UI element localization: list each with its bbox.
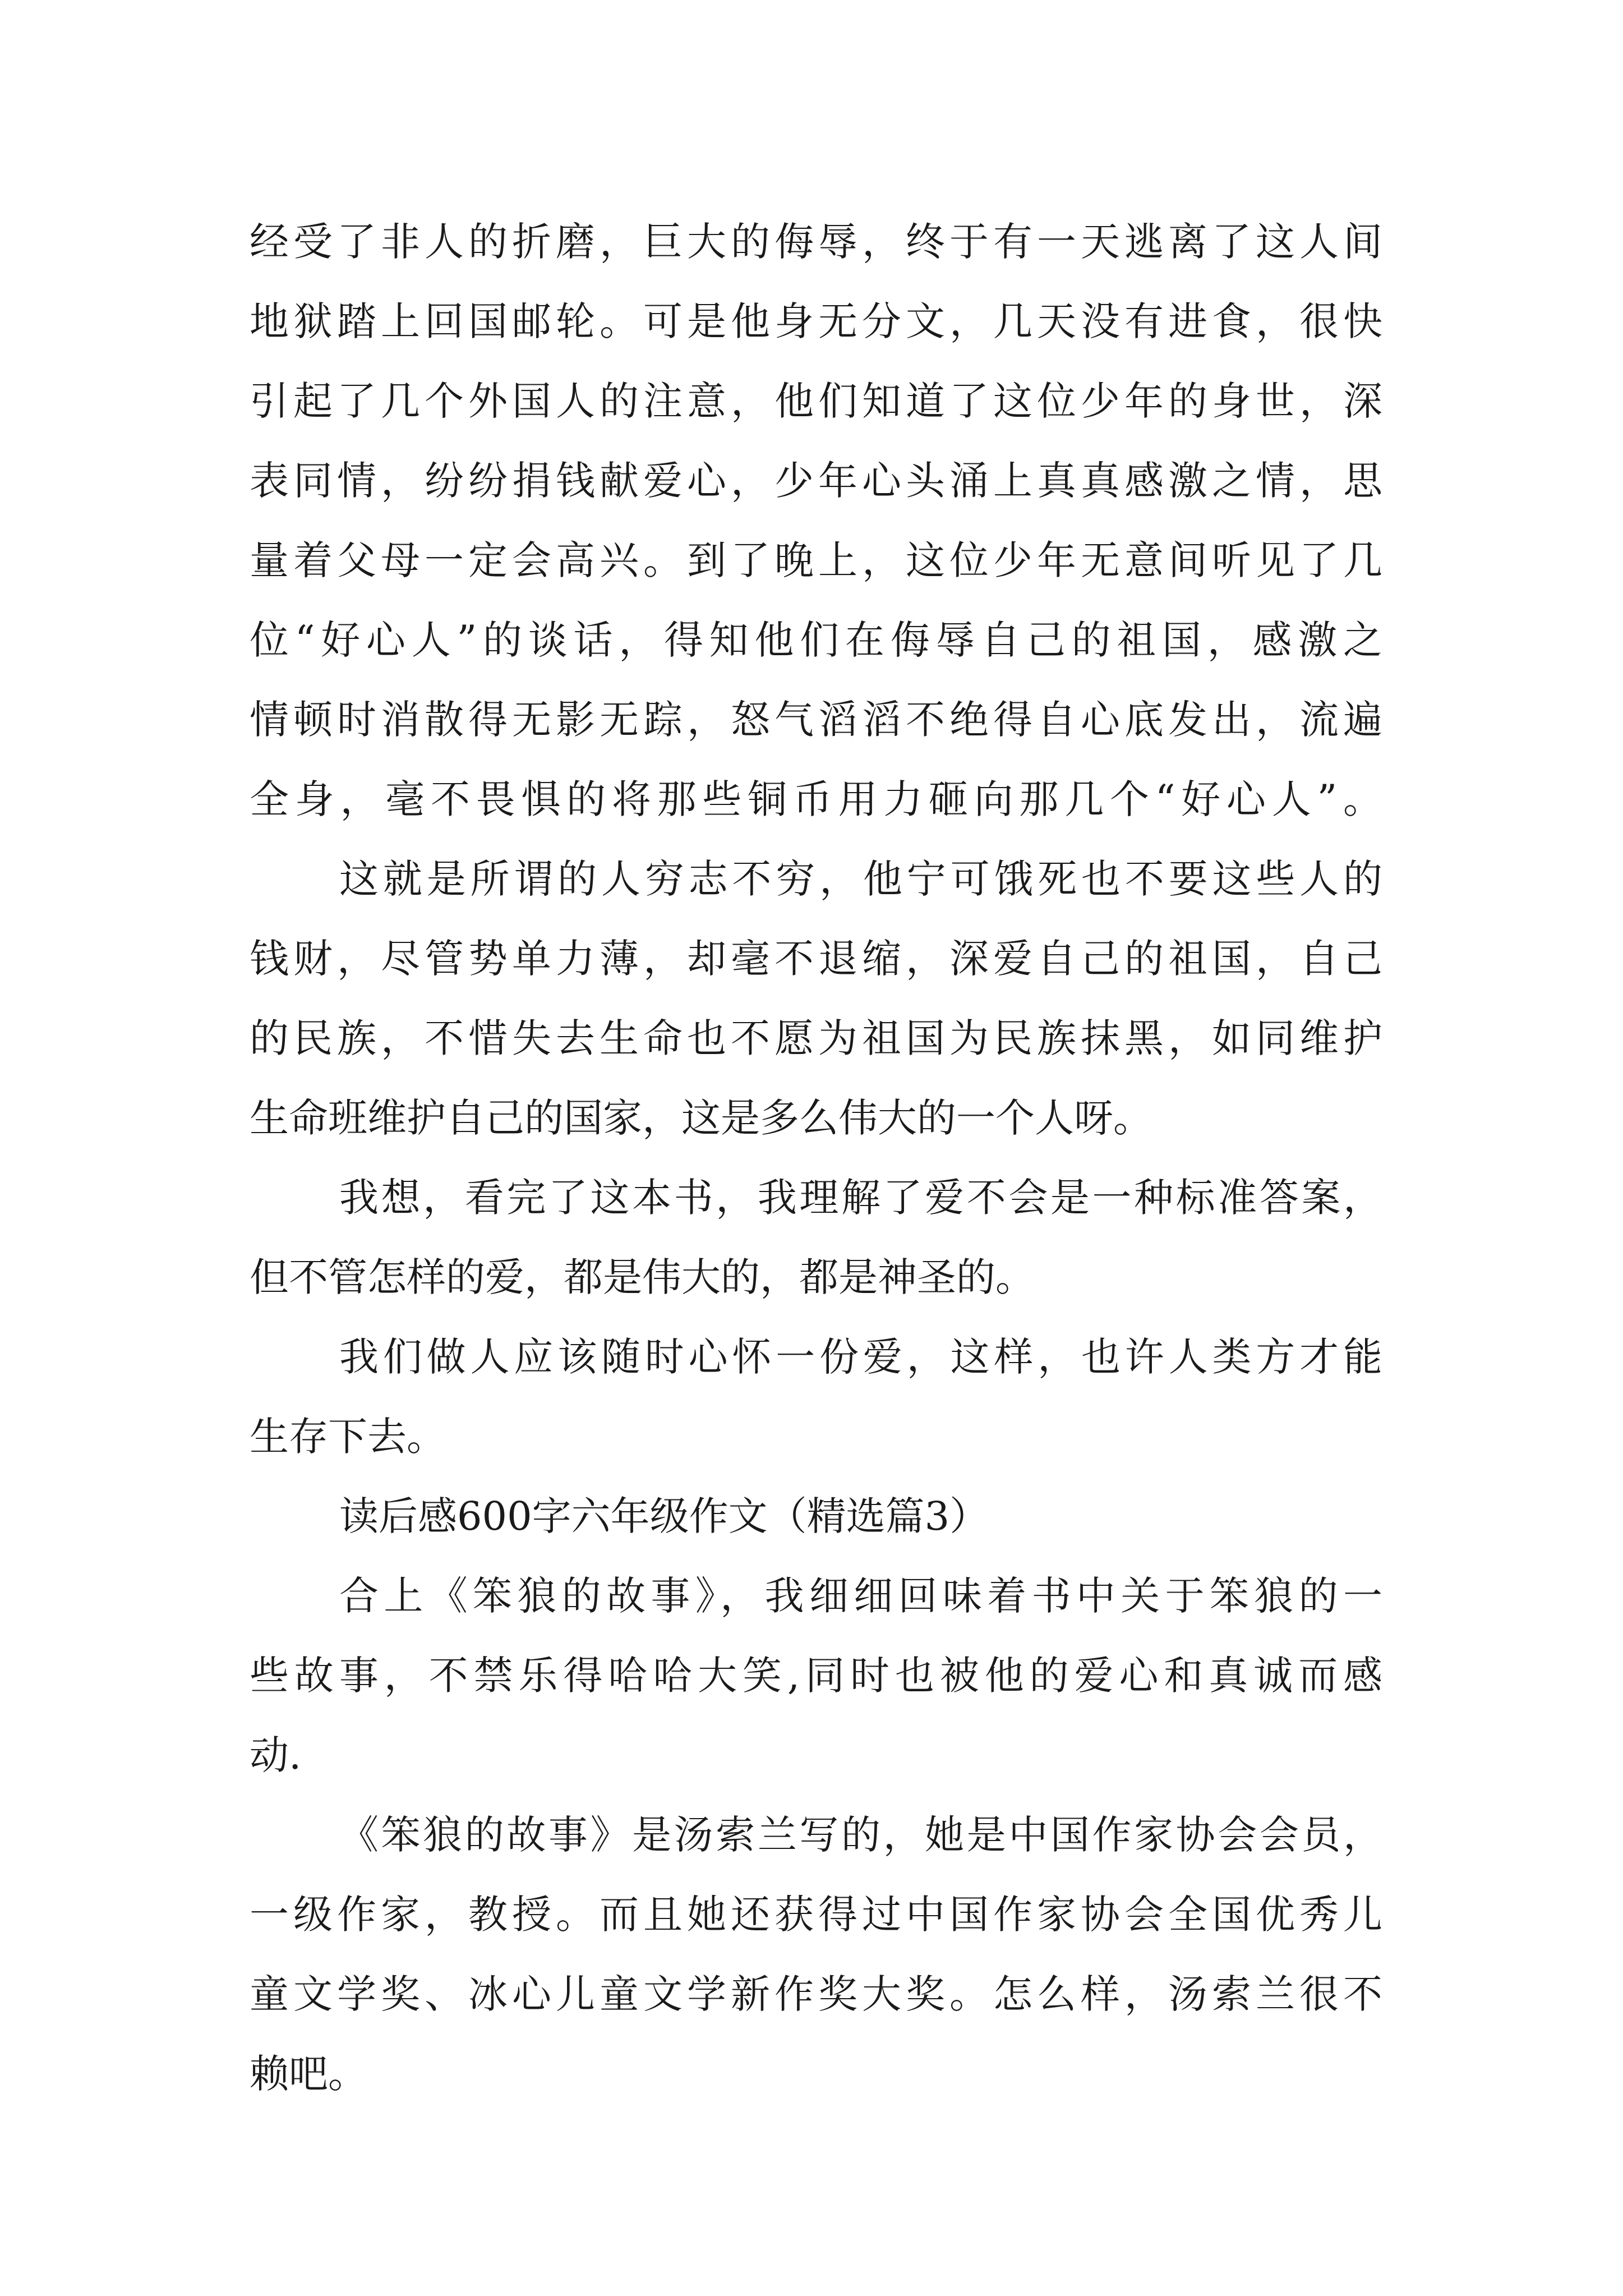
line-text: 生命班维护自己的国家，这是多么伟大的一个人呀。 (250, 1095, 1152, 1141)
text-line (0, 1246, 1623, 1308)
text-line (0, 1326, 1623, 1388)
text-line (0, 848, 1623, 910)
line-text: 这就是所谓的人穷志不穷，他宁可饿死也不要这些人的 (339, 856, 1382, 902)
text-line (0, 1007, 1623, 1069)
text-line (0, 609, 1623, 671)
line-text: 合上《笨狼的故事》，我细细回味着书中关于笨狼的一 (339, 1573, 1382, 1619)
line-text: 些故事，不禁乐得哈哈大笑,同时也被他的爱心和真诚而感 (250, 1653, 1382, 1699)
text-line (0, 1087, 1623, 1149)
text-line (0, 530, 1623, 591)
line-text: 一级作家，教授。而且她还获得过中国作家协会全国优秀儿 (250, 1892, 1382, 1938)
line-text: 童文学奖、冰心儿童文学新作奖大奖。怎么样，汤索兰很不 (250, 1971, 1382, 2017)
text-line (0, 1406, 1623, 1467)
line-text: 引起了几个外国人的注意，他们知道了这位少年的身世，深 (250, 378, 1382, 424)
text-line (0, 1565, 1623, 1627)
text-line (0, 211, 1623, 273)
line-text: 地狱踏上回国邮轮。可是他身无分文，几天没有进食，很快 (250, 298, 1382, 344)
text-line (0, 769, 1623, 830)
text-line (0, 928, 1623, 990)
line-text: 我们做人应该随时心怀一份爱，这样，也许人类方才能 (339, 1334, 1382, 1380)
text-line (0, 689, 1623, 751)
line-text: 情顿时消散得无影无踪，怒气滔滔不绝得自心底发出，流遍 (250, 697, 1382, 743)
line-text: 量着父母一定会高兴。到了晚上，这位少年无意间听见了几 (250, 537, 1382, 583)
heading-text: 读后感600字六年级作文（精选篇3） (339, 1493, 989, 1539)
line-text: 经受了非人的折磨，巨大的侮辱，终于有一天逃离了这人间 (250, 219, 1382, 265)
line-text: 位“好心人”的谈话，得知他们在侮辱自己的祖国，感激之 (250, 617, 1382, 663)
line-text: 我想，看完了这本书，我理解了爱不会是一种标准答案， (339, 1175, 1382, 1221)
line-text: 但不管怎样的爱，都是伟大的，都是神圣的。 (250, 1254, 1035, 1300)
text-line (0, 1645, 1623, 1706)
text-line (0, 291, 1623, 352)
text-line (0, 1963, 1623, 2025)
section-heading (0, 1485, 1623, 1547)
text-line (0, 370, 1623, 432)
line-text: 的民族，不惜失去生命也不愿为祖国为民族抹黑，如同维护 (250, 1015, 1382, 1061)
text-line (0, 1167, 1623, 1228)
line-text: 动. (250, 1732, 302, 1778)
text-line (0, 1884, 1623, 1945)
line-text: 全身，毫不畏惧的将那些铜币用力砸向那几个“好心人”。 (250, 776, 1382, 822)
text-line (0, 450, 1623, 512)
line-text: 赖吧。 (250, 2051, 367, 2097)
text-line (0, 1724, 1623, 1786)
text-line (0, 2043, 1623, 2105)
line-text: 表同情，纷纷捐钱献爱心，少年心头涌上真真感激之情，思 (250, 458, 1382, 504)
text-line (0, 1804, 1623, 1866)
line-text: 生存下去。 (250, 1414, 446, 1460)
line-text: 《笨狼的故事》是汤索兰写的，她是中国作家协会会员， (339, 1812, 1382, 1858)
line-text: 钱财，尽管势单力薄，却毫不退缩，深爱自己的祖国，自己 (250, 936, 1382, 982)
